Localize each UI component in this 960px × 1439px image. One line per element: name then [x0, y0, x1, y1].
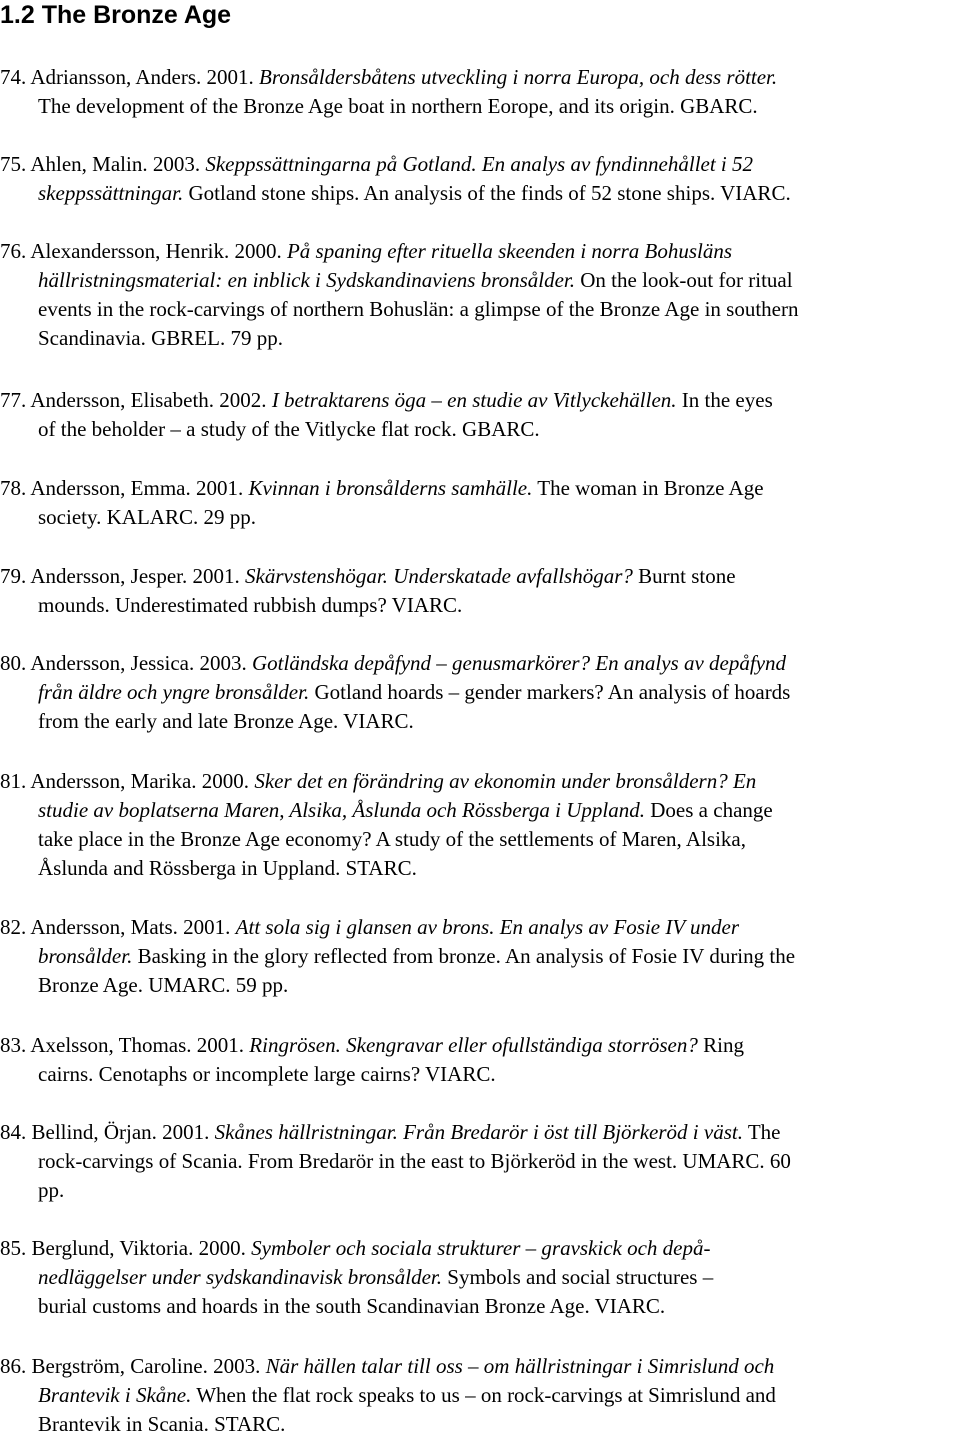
entry-line [0, 913, 960, 942]
entry-line [0, 707, 960, 736]
bibliography-entry [0, 474, 960, 532]
entry-text: mounds. Underestimated rubbish dumps? VIARC. [38, 593, 463, 617]
entry-text: Gotland stone ships. An analysis of the finds of 52 stone ships. VIARC. [183, 181, 791, 205]
entry-text: Andersson, Elisabeth. 2002. [26, 388, 272, 412]
entry-line [0, 1176, 960, 1205]
bibliography-entry [0, 913, 960, 1000]
entry-text: Andersson, Marika. 2000. [26, 769, 255, 793]
title-text: Sker det en förändring av ekonomin under bronsåldern? En [254, 769, 757, 793]
bibliography-entry [0, 1352, 960, 1439]
entry-text: burial customs and hoards in the south Scandinavian Bronze Age. VIARC. [38, 1294, 666, 1318]
entry-line [0, 63, 960, 92]
entry-number: 83. [0, 1033, 27, 1057]
entry-line [0, 971, 960, 1000]
title-text: På spaning efter rituella skeenden i norra Bohusläns [286, 239, 733, 263]
entry-line [0, 1147, 960, 1176]
title-text: Kvinnan i bronsålderns samhälle. [248, 476, 533, 500]
bibliography-entry [0, 63, 960, 121]
entry-text: pp. [38, 1178, 65, 1202]
entry-line [0, 150, 960, 179]
title-text: När hällen talar till oss – om hällristningar i Simrislund och [265, 1354, 775, 1378]
bibliography-entry [0, 562, 960, 620]
entry-text: society. KALARC. 29 pp. [38, 505, 256, 529]
entry-text: Brantevik in Scania. STARC. [38, 1412, 286, 1436]
bibliography-entry [0, 1234, 960, 1321]
entry-text: Andersson, Jessica. 2003. [26, 651, 252, 675]
entry-text: Andersson, Jesper. 2001. [26, 564, 245, 588]
entry-text: Does a change [645, 798, 773, 822]
entry-line [0, 386, 960, 415]
entry-line [0, 649, 960, 678]
entry-line [0, 1263, 960, 1292]
entry-line [0, 591, 960, 620]
title-text: Att sola sig i glansen av brons. En analys av Fosie IV under [235, 915, 740, 939]
title-text: Brantevik i Skåne. [38, 1383, 192, 1407]
entry-number: 78. [0, 476, 27, 500]
title-text: Skeppssättningarna på Gotland. En analys av fyndinnehållet i 52 [205, 152, 754, 176]
entry-number: 75. [0, 152, 27, 176]
entry-text: The [742, 1120, 781, 1144]
entry-line [0, 1381, 960, 1410]
entry-number: 81. [0, 769, 27, 793]
entry-text: Axelsson, Thomas. 2001. [26, 1033, 250, 1057]
title-text: Ringrösen. Skengravar eller ofullständiga storrösen? [249, 1033, 698, 1057]
entry-number: 74. [0, 65, 27, 89]
entry-line [0, 1352, 960, 1381]
entry-line [0, 796, 960, 825]
entry-number: 86. [0, 1354, 27, 1378]
entry-text: Alexandersson, Henrik. 2000. [26, 239, 287, 263]
entry-text: The development of the Bronze Age boat in northern Eorope, and its origin. GBARC. [38, 94, 758, 118]
entry-text: Bergström, Caroline. 2003. [26, 1354, 266, 1378]
bibliography-entry [0, 150, 960, 208]
title-text: hällristningsmaterial: en inblick i Sydskandinaviens bronsålder. [38, 268, 576, 292]
entry-line [0, 324, 960, 353]
entry-number: 82. [0, 915, 27, 939]
entry-line [0, 295, 960, 324]
bibliography-entry [0, 237, 960, 353]
entry-text: take place in the Bronze Age economy? A study of the settlements of Maren, Alsika, [38, 827, 746, 851]
entry-text: Scandinavia. GBREL. 79 pp. [38, 326, 283, 350]
entry-text: Symbols and social structures – [442, 1265, 714, 1289]
entry-number: 84. [0, 1120, 27, 1144]
entry-line [0, 1410, 960, 1439]
title-text: bronsålder. [38, 944, 133, 968]
entry-text: The woman in Bronze Age [532, 476, 764, 500]
entry-text: Åslunda and Rössberga in Uppland. STARC. [38, 856, 417, 880]
bibliography-entry [0, 767, 960, 883]
title-text: skeppssättningar. [38, 181, 184, 205]
title-text: Symboler och sociala strukturer – gravskick och depå- [251, 1236, 711, 1260]
title-text: I betraktarens öga – en studie av Vitlyckehällen. [271, 388, 677, 412]
title-text: Skånes hällristningar. Från Bredarör i öst till Björkeröd i väst. [214, 1120, 743, 1144]
section-heading: 1.2 The Bronze Age [0, 1, 232, 29]
entry-text: cairns. Cenotaphs or incomplete large cairns? VIARC. [38, 1062, 496, 1086]
entry-text: Burnt stone [632, 564, 736, 588]
entry-line [0, 767, 960, 796]
entry-text: Adriansson, Anders. 2001. [26, 65, 259, 89]
entry-text: Bellind, Örjan. 2001. [26, 1120, 215, 1144]
entry-number: 76. [0, 239, 27, 263]
entry-line [0, 503, 960, 532]
entry-text: Andersson, Mats. 2001. [26, 915, 236, 939]
entry-line [0, 92, 960, 121]
entry-line [0, 237, 960, 266]
title-text: Skärvstenshögar. Underskatade avfallshögar? [245, 564, 633, 588]
entry-text: Basking in the glory reflected from bronze. An analysis of Fosie IV during the [132, 944, 796, 968]
entry-line [0, 1060, 960, 1089]
entry-line [0, 825, 960, 854]
entry-line [0, 1031, 960, 1060]
bibliography-entry [0, 1118, 960, 1205]
title-text: från äldre och yngre bronsålder. [38, 680, 310, 704]
entry-text: Ahlen, Malin. 2003. [26, 152, 206, 176]
title-text: Bronsåldersbåtens utveckling i norra Europa, och dess rötter. [259, 65, 778, 89]
entry-line [0, 1292, 960, 1321]
entry-number: 77. [0, 388, 27, 412]
entry-number: 80. [0, 651, 27, 675]
entry-text: Berglund, Viktoria. 2000. [26, 1236, 252, 1260]
entry-line [0, 1234, 960, 1263]
entry-text: Ring [697, 1033, 744, 1057]
entry-line [0, 562, 960, 591]
entry-number: 79. [0, 564, 27, 588]
bibliography-entry [0, 1031, 960, 1089]
entry-text: events in the rock-carvings of northern Bohuslän: a glimpse of the Bronze Age in southern [38, 297, 799, 321]
entry-text: On the look-out for ritual [575, 268, 793, 292]
entry-line [0, 415, 960, 444]
entry-line [0, 854, 960, 883]
title-text: nedläggelser under sydskandinavisk bronsålder. [38, 1265, 443, 1289]
entry-line [0, 474, 960, 503]
entry-text: In the eyes [676, 388, 773, 412]
entry-text: of the beholder – a study of the Vitlycke flat rock. GBARC. [38, 417, 540, 441]
entry-number: 85. [0, 1236, 27, 1260]
entry-line [0, 678, 960, 707]
entry-text: Andersson, Emma. 2001. [26, 476, 249, 500]
entry-text: When the flat rock speaks to us – on rock-carvings at Simrislund and [191, 1383, 776, 1407]
bibliography-entry [0, 386, 960, 444]
entry-line [0, 942, 960, 971]
entry-line [0, 266, 960, 295]
entry-text: Bronze Age. UMARC. 59 pp. [38, 973, 289, 997]
entry-text: Gotland hoards – gender markers? An analysis of hoards [309, 680, 791, 704]
entry-line [0, 179, 960, 208]
entry-text: from the early and late Bronze Age. VIARC. [38, 709, 414, 733]
entry-text: rock-carvings of Scania. From Bredarör in the east to Björkeröd in the west. UMARC. 60 [38, 1149, 791, 1173]
bibliography-entry [0, 649, 960, 736]
entry-line [0, 1118, 960, 1147]
title-text: studie av boplatserna Maren, Alsika, Åslunda och Rössberga i Uppland. [38, 798, 646, 822]
title-text: Gotländska depåfynd – genusmarkörer? En analys av depåfynd [251, 651, 787, 675]
